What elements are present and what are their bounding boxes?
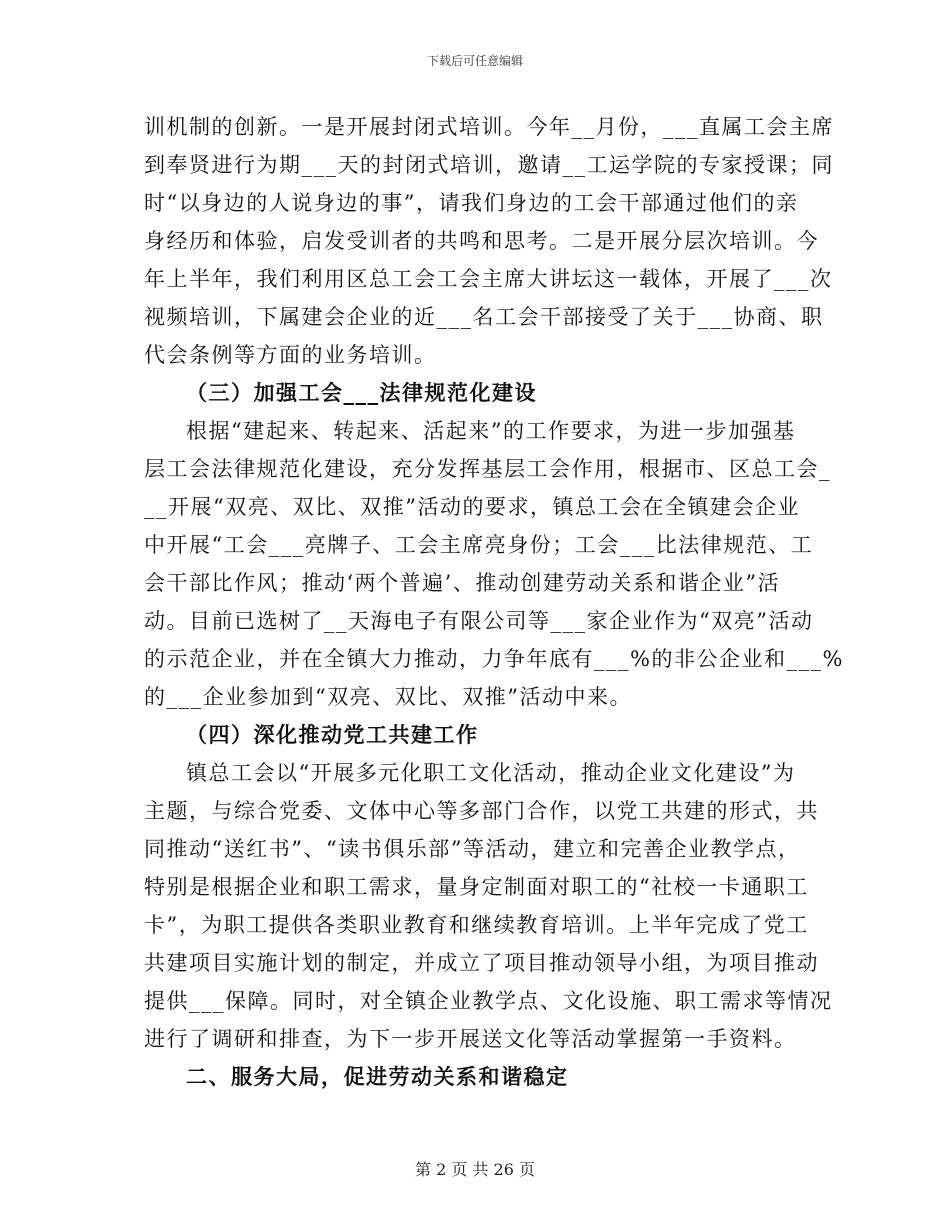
body-line: 的示范企业，并在全镇大力推动，力争年底有___%的非公企业和___% (144, 647, 844, 671)
body-line: 提供___保障。同时，对全镇企业教学点、文化设施、职工需求等情况 (144, 989, 833, 1013)
page-header: 下载后可任意编辑 (426, 54, 523, 68)
section-subheading: （四）深化推动党工共建工作 (186, 722, 479, 747)
body-line: 特别是根据企业和职工需求，量身定制面对职工的“社校一卡通职工 (144, 875, 809, 899)
paragraph-first-line: 镇总工会以“开展多元化职工文化活动，推动企业文化建设”为 (186, 761, 796, 785)
body-line: __开展“双亮、双比、双推”活动的要求，镇总工会在全镇建会企业 (144, 495, 800, 519)
document-body (144, 108, 844, 1096)
section-heading: 二、服务大局，促进劳动关系和谐稳定 (186, 1064, 569, 1089)
paragraph-first-line: 根据“建起来、转起来、活起来”的工作要求，为进一步加强基 (186, 419, 796, 443)
body-line: 时“以身边的人说身边的事”，请我们身边的工会干部通过他们的亲 (144, 191, 799, 215)
body-line: 年上半年，我们利用区总工会工会主席大讲坛这一载体，开展了___次 (144, 267, 833, 291)
body-line: 卡”，为职工提供各类职业教育和继续教育培训。上半年完成了党工 (144, 913, 809, 937)
body-line: 身经历和体验，启发受训者的共鸣和思考。二是开展分层次培训。今 (144, 229, 819, 253)
body-line: 层工会法律规范化建设，充分发挥基层工会作用，根据市、区总工会_ (144, 457, 831, 481)
body-line: 动。目前已选树了__天海电子有限公司等___家企业作为“双亮”活动 (144, 609, 814, 633)
body-line: 代会条例等方面的业务培训。 (144, 343, 437, 367)
body-line: 会干部比作风；推动‘两个普遍’、推动创建劳动关系和谐企业”活 (144, 571, 781, 595)
body-line: 主题，与综合党委、文体中心等多部门合作，以党工共建的形式，共 (144, 799, 819, 823)
body-line: 的___企业参加到“双亮、双比、双推”活动中来。 (144, 685, 632, 709)
body-line: 训机制的创新。一是开展封闭式培训。今年__月份，___直属工会主席 (144, 115, 834, 139)
body-line: 进行了调研和排查，为下一步开展送文化等活动掌握第一手资料。 (144, 1027, 797, 1051)
body-line: 视频培训，下属建会企业的近___名工会干部接受了关于___协商、职 (144, 305, 824, 329)
body-line: 中开展“工会___亮牌子、工会主席亮身份；工会___比法律规范、工 (144, 533, 814, 557)
section-subheading: （三）加强工会___法律规范化建设 (186, 380, 537, 405)
page-footer: 第 2 页 共 26 页 (415, 1160, 535, 1179)
body-line: 共建项目实施计划的制定，并成立了项目推动领导小组，为项目推动 (144, 951, 819, 975)
body-line: 同推动“送红书”、“读书俱乐部”等活动，建立和完善企业教学点， (144, 837, 801, 861)
body-line: 到奉贤进行为期___天的封闭式培训，邀请__工运学院的专家授课；同 (144, 153, 834, 177)
